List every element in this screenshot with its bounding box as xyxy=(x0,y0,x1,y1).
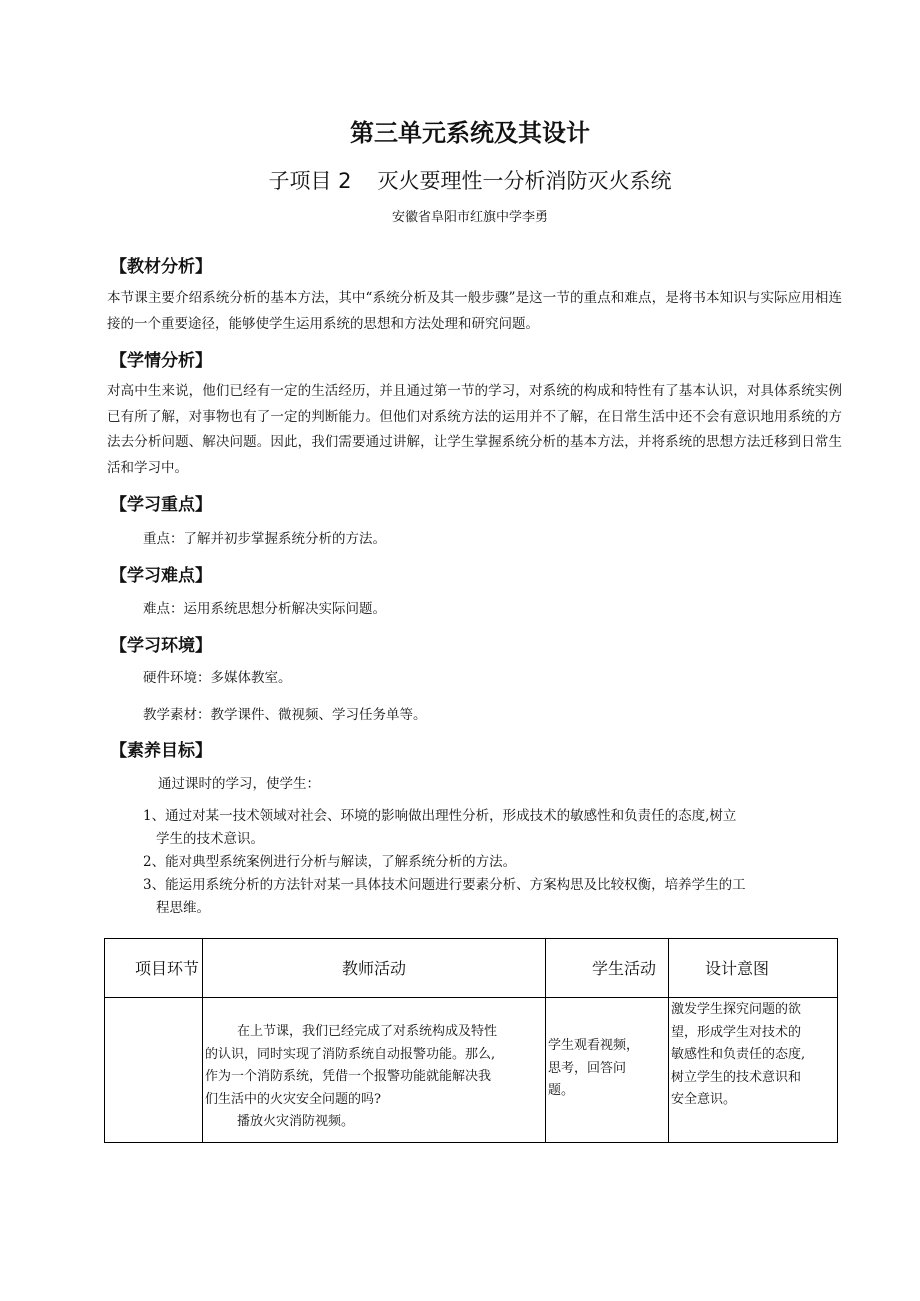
design-line: 激发学生探究问题的欲 xyxy=(671,1002,802,1017)
teaching-materials-text: 教学素材：教学课件、微视频、学习任务单等。 xyxy=(143,707,427,723)
student-analysis-text: 对高中生来说，他们已经有一定的生活经历，并且通过第一节的学习，对系统的构成和特性有了基本认识，对具体系统实例已有所了解，对事物也有了一定的判断能力。但他们对系统方法的运用并不了解，在日常生活中还不会有意识地用系统的方法去分析问题、解决问题。因此，我们需要通过讲解，让学生掌握系统分析的基本方法，并将系统的思想方法迁移到日常生活和学习中。 xyxy=(107,383,842,476)
textbook-analysis-text: 本节课主要介绍系统分析的基本方法，其中“系统分析及其一般步骤”是这一节的重点和难点，是将书本知识与实际应用相连接的一个重要途径，能够使学生运用系统的思想和方法处理和研究问题。 xyxy=(107,290,842,332)
section-heading-difficulties: 【学习难点】 xyxy=(110,566,212,586)
goals-intro-text: 通过课时的学习，使学生： xyxy=(158,776,320,792)
key-points-text: 重点：了解并初步掌握系统分析的方法。 xyxy=(143,531,386,547)
table-header-teacher: 教师活动 xyxy=(341,959,406,978)
goal-item xyxy=(143,874,838,920)
table-header-design: 设计意图 xyxy=(705,959,770,978)
goal-item-continuation: 学生的技术意识。 xyxy=(156,831,264,847)
table-cell-design xyxy=(671,999,836,1112)
difficulties-text: 难点：运用系统思想分析解决实际问题。 xyxy=(143,601,386,617)
goal-item-continuation: 程思维。 xyxy=(156,900,210,916)
teacher-line: 的认识，同时实现了消防系统自动报警功能。那么, xyxy=(205,1046,496,1062)
table-cell-teacher xyxy=(205,1021,547,1134)
table-cell-student xyxy=(548,1035,666,1103)
subtitle-name: 灭火要理性一分析消防灭火系统 xyxy=(377,169,672,193)
student-line: 思考，回答问 xyxy=(548,1060,627,1076)
table-header-student: 学生活动 xyxy=(591,959,656,978)
author-line: 安徽省阜阳市红旗中学李勇 xyxy=(391,210,548,225)
teacher-line: 播放火灾消防视频。 xyxy=(237,1114,355,1129)
section-heading-environment: 【学习环境】 xyxy=(110,636,212,656)
goal-item-line: 2、能对典型系统案例进行分析与解读，了解系统分析的方法。 xyxy=(143,854,517,870)
goal-item xyxy=(143,805,838,851)
section-heading-students: 【学情分析】 xyxy=(110,351,212,371)
table-border-right xyxy=(837,938,838,1143)
goal-item-line: 3、能运用系统分析的方法针对某一具体技术问题进行要素分析、方案构思及比较权衡，培养学生的工 xyxy=(143,877,746,893)
section-heading-goals: 【素养目标】 xyxy=(110,741,212,761)
design-line: 树立学生的技术意识和 xyxy=(671,1069,802,1085)
teacher-line: 在上节课，我们已经完成了对系统构成及特性 xyxy=(237,1024,498,1039)
goal-item-line: 1、通过对某一技术领域对社会、环境的影响做出理性分析，形成技术的敏感性和负责任的态度,树立 xyxy=(143,808,737,824)
design-line: 敏感性和负责任的态度, xyxy=(671,1047,806,1062)
design-line: 安全意识。 xyxy=(671,1092,737,1107)
goal-item xyxy=(143,851,838,874)
teacher-line: 作为一个消防系统，凭借一个报警功能就能解决我 xyxy=(205,1069,492,1084)
table-header-stage: 项目环节 xyxy=(134,959,199,978)
page-subtitle xyxy=(0,165,920,195)
table-header-divider xyxy=(104,997,838,998)
section-heading-key-points: 【学习重点】 xyxy=(110,495,212,515)
lesson-table xyxy=(104,938,838,1143)
subtitle-project: 子项目 2 xyxy=(268,169,352,193)
student-line: 学生观看视频， xyxy=(548,1038,640,1053)
page-title: 第三单元系统及其设计 xyxy=(350,119,590,147)
design-line: 望，形成学生对技术的 xyxy=(671,1024,802,1040)
table-border-bottom xyxy=(104,1142,838,1143)
student-line: 题。 xyxy=(548,1083,575,1098)
hardware-environment-text: 硬件环境：多媒体教室。 xyxy=(143,670,292,686)
section-heading-textbook: 【教材分析】 xyxy=(110,257,212,277)
teacher-line: 们生活中的火灾安全问题的吗? xyxy=(205,1091,381,1107)
